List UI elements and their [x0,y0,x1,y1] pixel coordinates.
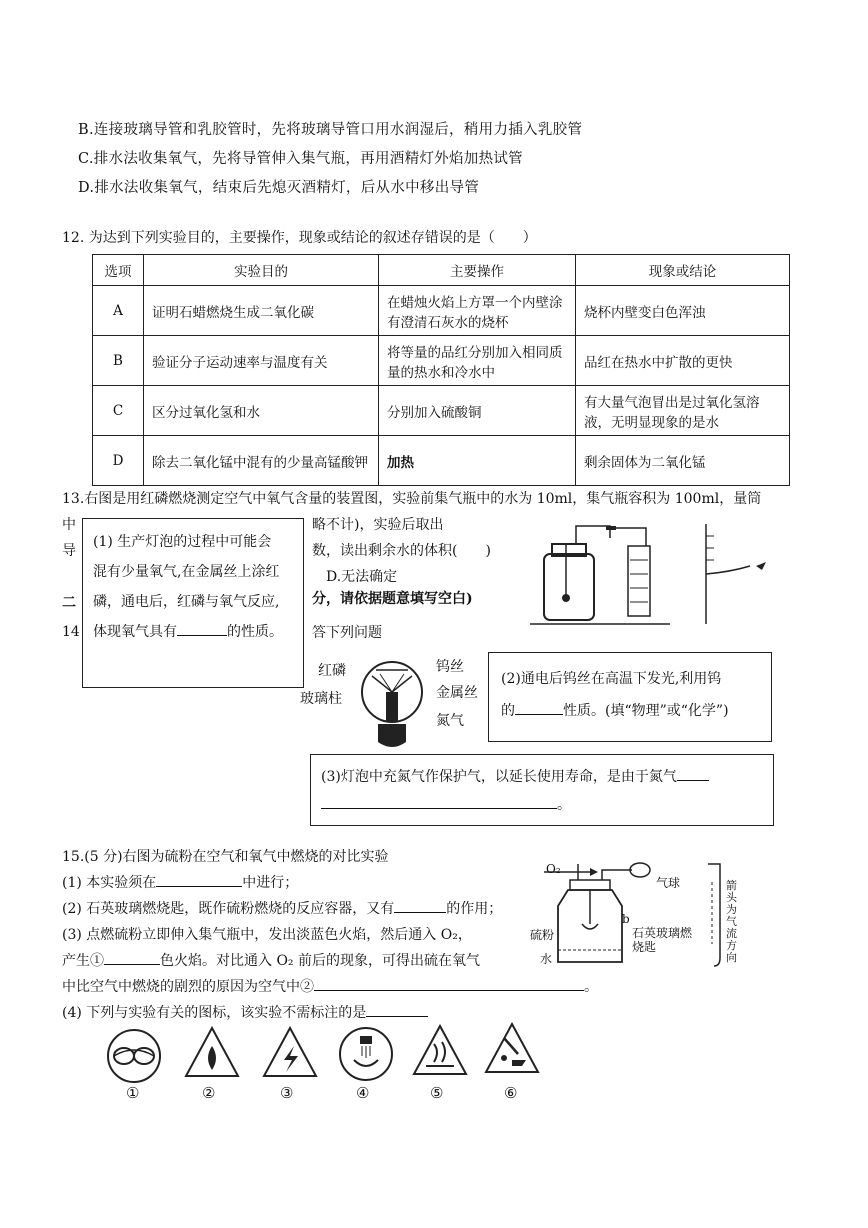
q14-box-2 [488,652,772,742]
q13-line2-a: 中 [62,517,76,533]
table-row [93,286,790,336]
box2-line2-end: 性质。(填“物理”或“化学”) [563,703,729,719]
answer-blank[interactable] [366,1002,428,1017]
box1-line1: (1) 生产灯泡的过程中可能会 [93,534,272,550]
box3-end: 。 [557,797,571,813]
answer-blank[interactable] [321,794,557,809]
answer-blank[interactable] [177,621,227,636]
icon-label-3: ③ [280,1084,294,1102]
answer-blank[interactable] [677,766,709,781]
q11-option-b: B.连接玻璃导管和乳胶管时，先将玻璃导管口用水润湿后，稍用力插入乳胶管 [78,122,583,138]
q15-p1-b: 中进行； [242,875,299,891]
hot-surface-icon [410,1022,470,1088]
label-b: b [622,912,630,926]
label-o2: O₂ [546,862,561,876]
row-goal: 除去二氧化锰中混有的少量高锰酸钾 [144,436,379,486]
label-nitrogen: 氮气 [436,713,464,729]
q12-stem: 12. 为达到下列实验目的，主要操作，现象或结论的叙述存错误的是（ ） [62,230,537,246]
box1-line2: 混有少量氧气,在金属丝上涂红 [93,564,280,580]
q13-line3-b: 数，读出剩余水的体积( ) [312,543,491,559]
answer-blank[interactable] [515,700,563,715]
table-row [93,386,790,436]
q13-line2-b: 略不计)，实验后取出 [312,517,444,533]
q15-p2-b: 的作用； [446,901,503,917]
row-result: 有大量气泡冒出是过氧化氢溶液，无明显现象的是水 [576,386,790,436]
q11-option-d: D.排水法收集氧气，结束后先熄灭酒精灯，后从水中移出导管 [78,180,480,196]
table-row [93,336,790,386]
row-goal: 验证分子运动速率与温度有关 [144,336,379,386]
q13-line1: 13.右图是用红磷燃烧测定空气中氧气含量的装置图，实验前集气瓶中的水为 10ml，集气瓶容积为 100ml，量筒 [62,491,762,507]
box1-line3: 磷，通电后，红磷与氧气反应, [93,594,280,610]
box1-line4-end: 的性质。 [227,624,283,640]
q15-p3c: 中比空气中燃烧的剧烈的原因为空气中② [62,979,314,995]
label-flow-direction: 箭头为气流方向 [726,879,737,964]
row-goal: 证明石蜡燃烧生成二氧化碳 [144,286,379,336]
q14-box-3 [310,754,774,826]
row-goal: 区分过氧化氢和水 [144,386,379,436]
answer-blank[interactable] [156,872,242,887]
row-result: 剩余固体为二氧化锰 [576,436,790,486]
box1-line4: 体现氧气具有 [93,624,177,640]
row-operation: 将等量的品红分别加入相同质量的热水和冷水中 [379,336,576,386]
label-glass-column: 玻璃柱 [300,691,342,707]
electric-warning-icon [260,1024,320,1088]
section2-text: 分，请依据题意填写空白) [312,591,473,607]
label-tungsten: 钨丝 [436,659,464,675]
row-option: B [93,336,144,386]
phosphorus-apparatus-figure [530,516,810,628]
flame-warning-icon [182,1024,242,1088]
label-water: 水 [540,952,553,966]
q13-option-d: D.无法确定 [326,569,398,585]
icon-label-4: ④ [356,1084,370,1102]
header-result: 现象或结论 [576,255,790,286]
q11-option-c: C.排水法收集氧气，先将导管伸入集气瓶，再用酒精灯外焰加热试管 [78,151,523,167]
label-quartz-spoon: 石英玻璃燃烧匙 [632,926,693,954]
q15-p3: (3) 点燃硫粉立即伸入集气瓶中，发出淡蓝色火焰，然后通入 O₂， [62,927,472,943]
q15-p1-a: (1) 本实验须在 [62,875,157,891]
q14-stem-prefix: 14 [62,624,80,640]
q14-stem-text: 答下列问题 [312,625,382,641]
header-operation: 主要操作 [379,255,576,286]
q15-p4: (4) 下列与实验有关的图标，该实验不需标注的是 [62,1005,367,1021]
icon-label-5: ⑤ [430,1084,444,1102]
row-option: C [93,386,144,436]
row-operation: 加热 [379,436,576,486]
q12-table [92,254,790,486]
answer-blank[interactable] [314,976,584,991]
label-metal-wire: 金属丝 [436,685,478,701]
table-row [93,436,790,486]
corrosive-warning-icon [482,1020,542,1086]
q14-box-1 [82,518,304,688]
icon-label-6: ⑥ [504,1084,518,1102]
goggles-icon [104,1026,164,1090]
row-option: D [93,436,144,486]
header-option: 选项 [93,255,144,286]
row-result: 品红在热水中扩散的更快 [576,336,790,386]
answer-blank[interactable] [394,898,446,913]
answer-blank[interactable] [104,950,160,965]
box2-line2: 的 [501,703,515,719]
q15-p2-a: (2) 石英玻璃燃烧匙，既作硫粉燃烧的反应容器，又有 [62,901,395,917]
q15-p3b-a: 产生① [62,953,104,969]
q13-line3-a: 导 [62,543,76,559]
row-operation: 分别加入硫酸铜 [379,386,576,436]
q15-stem: 15.(5 分)右图为硫粉在空气和氧气中燃烧的对比实验 [62,849,389,865]
header-goal: 实验目的 [144,255,379,286]
icon-label-1: ① [126,1084,140,1102]
box3-line1: (3)灯泡中充氮气作保护气，以延长使用寿命，是由于氮气 [321,769,677,785]
row-result: 烧杯内壁变白色浑浊 [576,286,790,336]
row-option: A [93,286,144,336]
icon-label-2: ② [202,1084,216,1102]
label-balloon: 气球 [656,876,681,890]
wash-hands-icon [336,1024,396,1088]
row-operation: 在蜡烛火焰上方罩一个内壁涂有澄清石灰水的烧杯 [379,286,576,336]
table-header-row [93,255,790,286]
light-bulb-figure [348,652,438,752]
section2-prefix: 二 [62,595,76,611]
box2-line1: (2)通电后钨丝在高温下发光,利用钨 [501,671,722,687]
sulfur-combustion-figure [536,858,746,976]
label-sulfur: 硫粉 [530,928,555,942]
q15-p3b-b: 色火焰。对比通入 O₂ 前后的现象，可得出硫在氧气 [160,953,480,969]
label-red-phosphorus: 红磷 [318,663,346,679]
